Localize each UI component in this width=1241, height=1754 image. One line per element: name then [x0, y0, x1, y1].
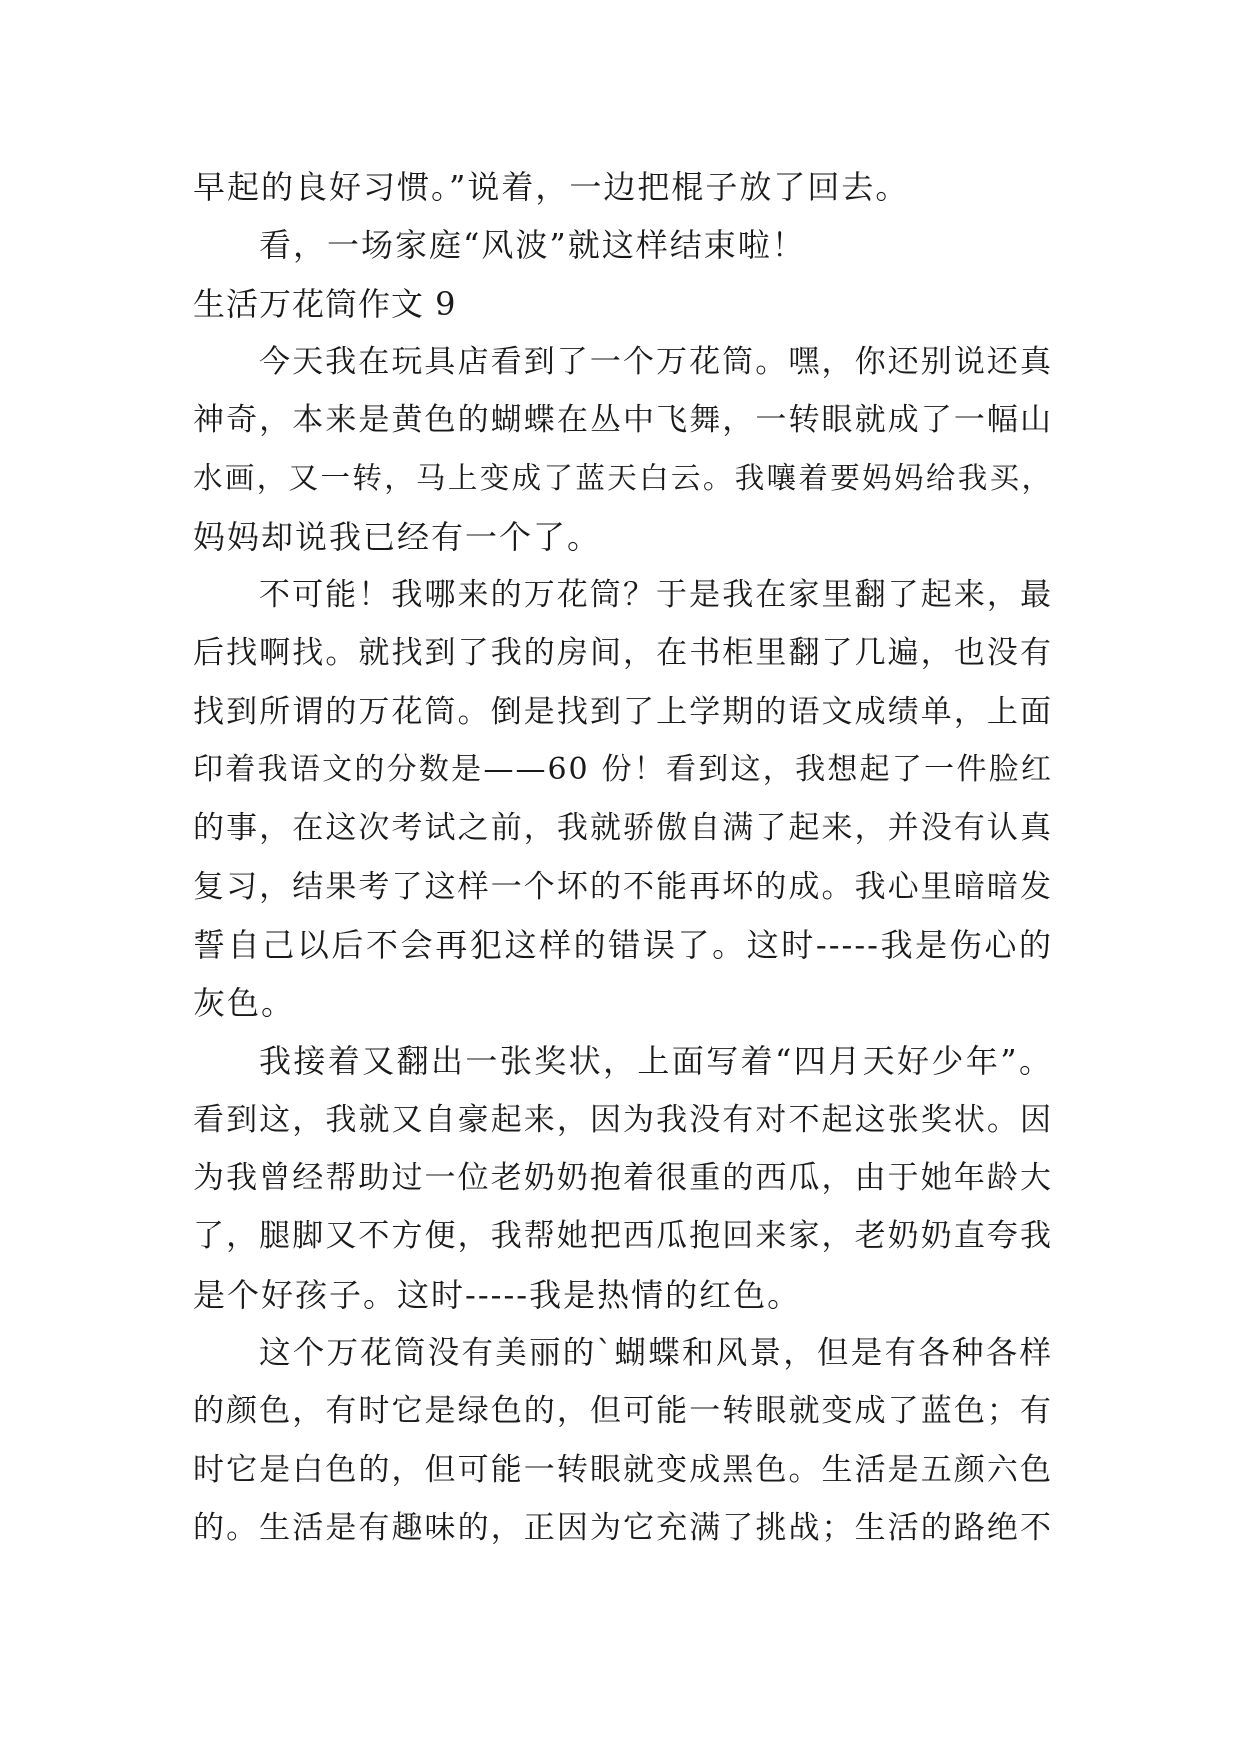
text-line: 的事，在这次考试之前，我就骄傲自满了起来，并没有认真 [193, 810, 1053, 847]
text-line: 印着我语文的分数是——60 份！看到这，我想起了一件脸红 [193, 751, 1053, 787]
text-line: 时它是白色的，但可能一转眼就变成黑色。生活是五颜六色 [193, 1451, 1053, 1488]
essay-body [193, 158, 1053, 1557]
text-line: 灰色。 [193, 984, 296, 1023]
text-line: 我接着又翻出一张奖状，上面写着“四月天好少年”。 [259, 1042, 1053, 1081]
text-line: 看，一场家庭“风波”就这样结束啦！ [259, 226, 806, 265]
text-line: 了，腿脚又不方便，我帮她把西瓜抱回来家，老奶奶直夸我 [193, 1218, 1053, 1255]
text-line: 这个万花筒没有美丽的`蝴蝶和风景，但是有各种各样 [259, 1334, 1053, 1371]
text-line: 后找啊找。就找到了我的房间，在书柜里翻了几遍，也没有 [193, 635, 1053, 672]
text-line: 誓自己以后不会再犯这样的错误了。这时-----我是伤心的 [193, 925, 1053, 964]
text-line: 看到这，我就又自豪起来，因为我没有对不起这张奖状。因 [193, 1101, 1053, 1138]
text-line: 不可能！我哪来的万花筒？于是我在家里翻了起来，最 [259, 577, 1053, 614]
text-line: 复习，结果考了这样一个坏的不能再坏的成。我心里暗暗发 [193, 868, 1053, 905]
text-line: 的。生活是有趣味的，正因为它充满了挑战；生活的路绝不 [193, 1509, 1053, 1546]
section-heading: 生活万花筒作文 9 [193, 284, 457, 323]
text-line: 为我曾经帮助过一位老奶奶抱着很重的西瓜，由于她年龄大 [193, 1160, 1053, 1197]
text-line: 水画，又一转，马上变成了蓝天白云。我嚷着要妈妈给我买， [193, 461, 1053, 496]
text-line: 找到所谓的万花筒。倒是找到了上学期的语文成绩单，上面 [193, 693, 1053, 730]
text-line: 的颜色，有时它是绿色的，但可能一转眼就变成了蓝色；有 [193, 1393, 1053, 1430]
text-line: 今天我在玩具店看到了一个万花筒。嘿，你还别说还真 [259, 343, 1053, 380]
text-line: 早起的良好习惯。”说着，一边把棍子放了回去。 [193, 168, 910, 206]
text-line: 是个好孩子。这时-----我是热情的红色。 [193, 1275, 802, 1314]
text-line: 神奇，本来是黄色的蝴蝶在丛中飞舞，一转眼就成了一幅山 [193, 402, 1053, 439]
text-line: 妈妈却说我已经有一个了。 [193, 517, 602, 556]
